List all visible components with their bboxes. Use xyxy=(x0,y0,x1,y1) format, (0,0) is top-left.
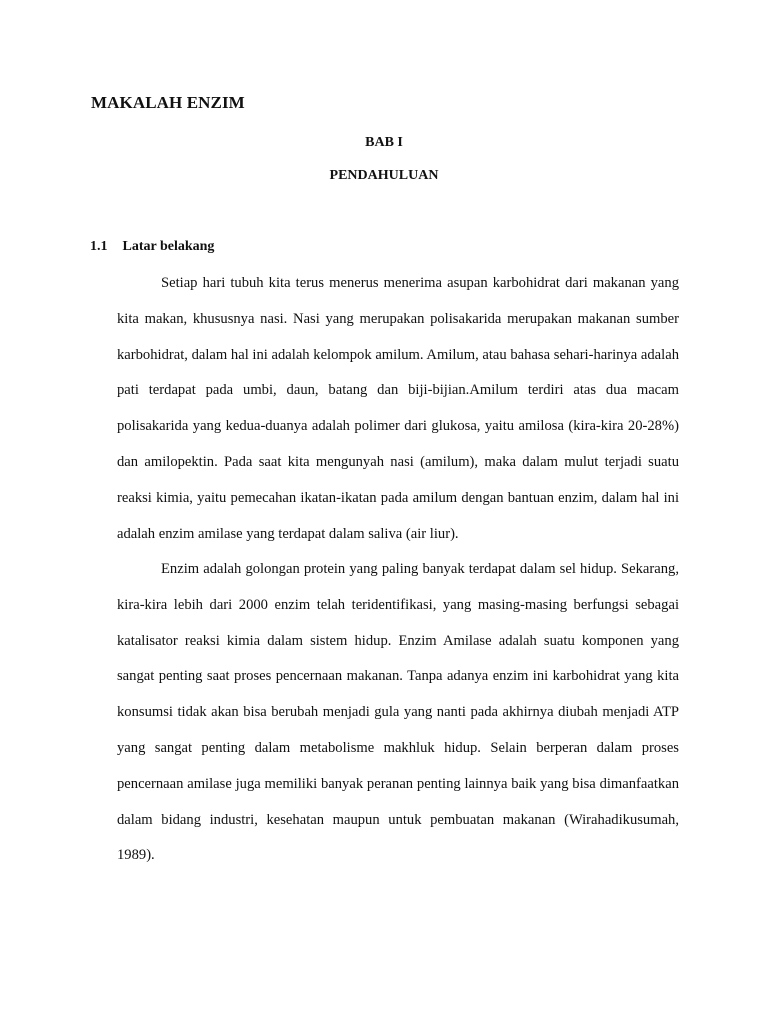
section-number: 1.1 xyxy=(90,239,108,254)
chapter-title: PENDAHULUAN xyxy=(329,168,439,183)
paragraph-2-text: Enzim adalah golongan protein yang paling banyak terdapat dalam sel hidup. Sekarang, kira-kira lebih dari 2000 enzim telah teridentifikasi, yang masing-masing berfungsi sebagai katalisator reaksi kimia dalam sistem hidup. Enzim Amilase adalah suatu komponen yang sangat penting saat proses pencernaan makanan. Tanpa adanya enzim ini karbohidrat yang kita konsumsi tidak akan bisa berubah menjadi gula yang nanti pada akhirnya diubah menjadi ATP yang sangat penting dalam metabolisme makhluk hidup. Selain berperan dalam proses pencernaan amilase juga memiliki banyak peranan penting lainnya baik yang bisa dimanfaatkan dalam bidang industri, kesehatan maupun untuk pembuatan makanan (Wirahadikusumah, 1989). xyxy=(117,561,679,864)
section-title: Latar belakang xyxy=(122,239,215,254)
chapter-number: BAB I xyxy=(365,135,403,150)
document-title: MAKALAH ENZIM xyxy=(91,93,245,112)
section-heading xyxy=(90,239,214,255)
paragraph-2 xyxy=(117,552,679,874)
paragraph-1-text: Setiap hari tubuh kita terus menerus menerima asupan karbohidrat dari makanan yang kita makan, khususnya nasi. Nasi yang merupakan polisakarida merupakan makanan sumber karbohidrat, dalam hal ini adalah kelompok amilum. Amilum, atau bahasa sehari-harinya adalah pati terdapat pada umbi, daun, batang dan biji-bijian.Amilum terdiri atas dua macam polisakarida yang kedua-duanya adalah polimer dari glukosa, yaitu amilosa (kira-kira 20-28%) dan amilopektin. Pada saat kita mengunyah nasi (amilum), maka dalam mulut terjadi suatu reaksi kimia, yaitu pemecahan ikatan-ikatan pada amilum dengan bantuan enzim, dalam hal ini adalah enzim amilase yang terdapat dalam saliva (air liur). xyxy=(117,275,679,542)
paragraph-1 xyxy=(117,266,679,552)
